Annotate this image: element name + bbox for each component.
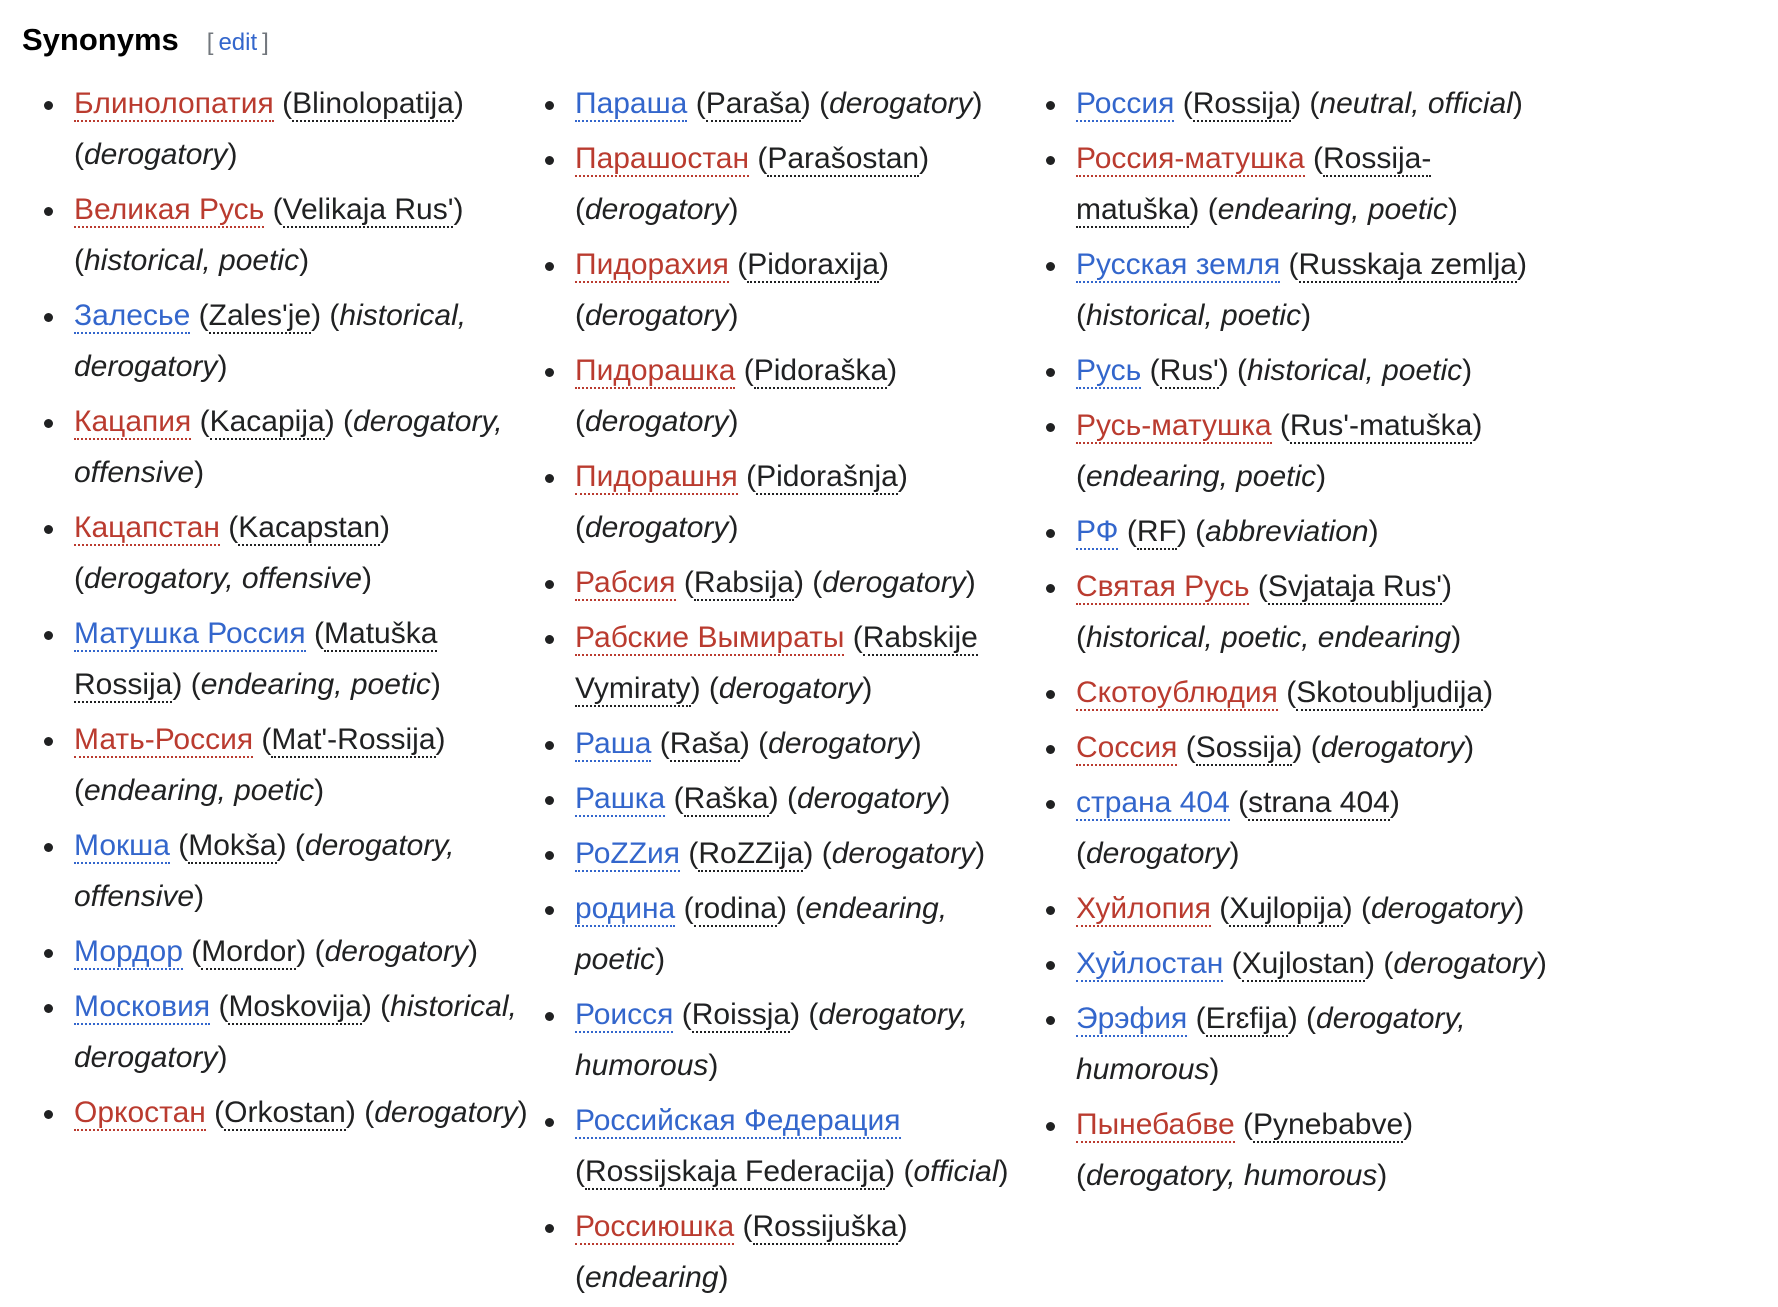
usage-qualifier: derogatory, offensive (84, 562, 362, 595)
transliteration: Mokša (188, 829, 277, 862)
synonym-item: Хуйлопия (Xujlopija) (derogatory) (1024, 883, 1549, 934)
synonym-item: Русская земля (Russkaja zemlja) (historical, poetic) (1024, 239, 1549, 341)
synonym-link[interactable]: Кацапстан (74, 511, 220, 544)
transliteration: Orkostan (224, 1096, 346, 1129)
synonym-link[interactable]: Русь (1076, 354, 1142, 387)
synonym-item: родина (rodina) (endearing, poetic) (523, 883, 1038, 985)
usage-qualifier: official (913, 1155, 999, 1188)
transliteration: rodina (693, 892, 777, 925)
transliteration: Parašostan (767, 142, 920, 175)
synonym-link[interactable]: Параша (575, 87, 688, 120)
usage-qualifier: derogatory (585, 299, 729, 332)
synonym-column-2 (523, 78, 1038, 1307)
synonym-link[interactable]: Московия (74, 990, 211, 1023)
synonym-link[interactable]: Оркостан (74, 1096, 206, 1129)
transliteration: Skotoubljudija (1296, 676, 1484, 709)
synonym-item: Русь-матушка (Rusʹ-matuška) (endearing, poetic) (1024, 400, 1549, 502)
usage-qualifier: derogatory, offensive (74, 829, 455, 913)
synonym-link[interactable]: Великая Русь (74, 193, 265, 226)
usage-qualifier: abbreviation (1205, 515, 1369, 548)
synonym-item: Российская Федерация (Rossijskaja Federacija) (official) (523, 1095, 1038, 1197)
synonym-column-3 (1024, 78, 1549, 1205)
usage-qualifier: derogatory, humorous (1086, 1159, 1378, 1192)
usage-qualifier: derogatory, humorous (1076, 1002, 1466, 1086)
edit-section (207, 29, 269, 57)
synonym-item: Кацапия (Kacapija) (derogatory, offensive) (22, 396, 542, 498)
transliteration: Svjataja Rusʹ (1267, 570, 1442, 603)
transliteration: RoZZija (698, 837, 804, 870)
synonym-item: Скотоублюдия (Skotoubljudija) (1024, 667, 1549, 718)
transliteration: Pidorašnja (756, 460, 898, 493)
usage-qualifier: derogatory (1320, 731, 1465, 764)
transliteration: Kacapstan (238, 511, 381, 544)
synonym-link[interactable]: Мордор (74, 935, 183, 968)
synonym-link[interactable]: Рабские Вымираты (575, 621, 845, 654)
synonym-item: Рашка (Raška) (derogatory) (523, 773, 1038, 824)
usage-qualifier: derogatory (768, 727, 912, 760)
synonym-item: Кацапстан (Kacapstan) (derogatory, offensive) (22, 502, 542, 604)
usage-qualifier: endearing (585, 1261, 719, 1294)
synonym-item: Соссия (Sossija) (derogatory) (1024, 722, 1549, 773)
usage-qualifier: endearing, poetic (1086, 460, 1317, 493)
usage-qualifier: derogatory (585, 193, 729, 226)
synonym-link[interactable]: Матушка Россия (74, 617, 306, 650)
usage-qualifier: derogatory, humorous (575, 998, 968, 1082)
synonym-link[interactable]: Роисся (575, 998, 674, 1031)
synonym-link[interactable]: Русь-матушка (1076, 409, 1272, 442)
synonym-link[interactable]: Рашка (575, 782, 666, 815)
usage-qualifier: derogatory (829, 87, 973, 120)
transliteration: Raška (683, 782, 769, 815)
synonym-link[interactable]: Хуйлостан (1076, 947, 1224, 980)
synonym-item: Парашостан (Parašostan) (derogatory) (523, 133, 1038, 235)
usage-qualifier: derogatory (831, 837, 976, 870)
synonym-item: Пидорашня (Pidorašnja) (derogatory) (523, 451, 1038, 553)
synonym-link[interactable]: Пидорашка (575, 354, 736, 387)
transliteration: strana 404 (1248, 786, 1390, 819)
usage-qualifier: derogatory, offensive (74, 405, 503, 489)
usage-qualifier: derogatory (822, 566, 966, 599)
synonym-item: Пидорахия (Pidoraxija) (derogatory) (523, 239, 1038, 341)
synonym-link[interactable]: Парашостан (575, 142, 750, 175)
transliteration: Sossija (1195, 731, 1293, 764)
transliteration: Rossija-matuška (1076, 142, 1432, 226)
synonym-item: Русь (Rusʹ) (historical, poetic) (1024, 345, 1549, 396)
synonym-item: Матушка Россия (Matuška Rossija) (endearing, poetic) (22, 608, 542, 710)
transliteration: Matuška Rossija (74, 617, 438, 701)
synonym-link[interactable]: Соссия (1076, 731, 1178, 764)
usage-qualifier: derogatory (1086, 837, 1230, 870)
synonym-item: Мордор (Mordor) (derogatory) (22, 926, 542, 977)
synonym-column-1 (22, 78, 542, 1142)
usage-qualifier: historical, derogatory (74, 299, 467, 383)
usage-qualifier: historical, derogatory (74, 990, 517, 1074)
usage-qualifier: endearing, poetic (1217, 193, 1448, 226)
synonym-item: Параша (Paraša) (derogatory) (523, 78, 1038, 129)
synonym-item: Великая Русь (Velikaja Rusʹ) (historical, poetic) (22, 184, 542, 286)
synonym-item: Мокша (Mokša) (derogatory, offensive) (22, 820, 542, 922)
synonym-link[interactable]: Россиюшка (575, 1210, 735, 1243)
transliteration: Rossija (1192, 87, 1292, 120)
usage-qualifier: derogatory (718, 672, 863, 705)
synonym-link[interactable]: Кацапия (74, 405, 192, 438)
transliteration: Rusʹ (1159, 354, 1219, 387)
synonym-link[interactable]: Скотоублюдия (1076, 676, 1278, 709)
transliteration: Rusʹ-matuška (1289, 409, 1473, 442)
transliteration: Xujlostan (1241, 947, 1366, 980)
synonym-item: Хуйлостан (Xujlostan) (derogatory) (1024, 938, 1549, 989)
synonym-link[interactable]: Рабсия (575, 566, 676, 599)
synonym-item: Залесье (Zalesʹje) (historical, derogatory) (22, 290, 542, 392)
transliteration: Blinolopatija (292, 87, 454, 120)
synonym-item: Раша (Raša) (derogatory) (523, 718, 1038, 769)
transliteration: Roissja (691, 998, 791, 1031)
usage-qualifier: derogatory (585, 405, 729, 438)
section-heading: Synonyms (22, 22, 179, 57)
synonym-link[interactable]: Залесье (74, 299, 191, 332)
transliteration: Mordor (201, 935, 297, 968)
transliteration: Kacapija (209, 405, 325, 438)
synonym-link[interactable]: Российская Федерация (575, 1104, 901, 1137)
synonym-item: Пидорашка (Pidoraška) (derogatory) (523, 345, 1038, 447)
transliteration: Xujlopija (1229, 892, 1343, 925)
usage-qualifier: historical, poetic (1086, 299, 1302, 332)
usage-qualifier: historical, poetic, endearing (1086, 621, 1452, 654)
usage-qualifier: derogatory (796, 782, 941, 815)
synonym-link[interactable]: Хуйлопия (1076, 892, 1211, 925)
synonym-item: Россия-матушка (Rossija-matuška) (endearing, poetic) (1024, 133, 1549, 235)
synonym-link[interactable]: Россия (1076, 87, 1175, 120)
edit-bracket-open: [ (206, 29, 214, 56)
synonym-link[interactable]: Раша (575, 727, 652, 760)
synonym-item: Рабские Вымираты (Rabskije Vymiraty) (derogatory) (523, 612, 1038, 714)
synonym-link[interactable]: Русская земля (1076, 248, 1281, 281)
transliteration: Rossijskaja Federacija (585, 1155, 886, 1188)
synonym-link[interactable]: Мокша (74, 829, 170, 862)
synonym-item: Пынебабве (Pynebabve) (derogatory, humorous) (1024, 1099, 1549, 1201)
transliteration: RF (1136, 515, 1177, 548)
transliteration: Russkaja zemlja (1298, 248, 1517, 281)
synonym-item: Блинолопатия (Blinolopatija) (derogatory) (22, 78, 542, 180)
synonym-item: Мать-Россия (Matʹ-Rossija) (endearing, poetic) (22, 714, 542, 816)
transliteration: Moskovija (228, 990, 362, 1023)
synonym-item: Святая Русь (Svjataja Rusʹ) (historical, poetic, endearing) (1024, 561, 1549, 663)
synonym-link[interactable]: страна 404 (1076, 786, 1230, 819)
transliteration: Pynebabve (1253, 1108, 1404, 1141)
synonym-item: РоZZия (RoZZija) (derogatory) (523, 828, 1038, 879)
edit-bracket-close: ] (262, 29, 269, 56)
synonym-link[interactable]: Россия-матушка (1076, 142, 1305, 175)
usage-qualifier: derogatory (585, 511, 729, 544)
synonym-item: РФ (RF) (abbreviation) (1024, 506, 1549, 557)
synonym-link[interactable]: РФ (1076, 515, 1119, 548)
transliteration: Zalesʹje (208, 299, 312, 332)
usage-qualifier: derogatory (1370, 892, 1515, 925)
synonym-item: Рабсия (Rabsija) (derogatory) (523, 557, 1038, 608)
synonym-link[interactable]: Пидорахия (575, 248, 729, 281)
usage-qualifier: endearing, poetic (200, 668, 431, 701)
synonym-item: Роисся (Roissja) (derogatory, humorous) (523, 989, 1038, 1091)
usage-qualifier: derogatory (324, 935, 469, 968)
usage-qualifier: historical, poetic (84, 244, 300, 277)
synonym-item: Оркостан (Orkostan) (derogatory) (22, 1087, 542, 1138)
transliteration: Rabskije Vymiraty (575, 621, 978, 705)
synonym-item: Россиюшка (Rossijuška) (endearing) (523, 1201, 1038, 1303)
transliteration: Raša (669, 727, 740, 760)
transliteration: Velikaja Rusʹ (282, 193, 454, 226)
usage-qualifier: endearing, poetic (575, 892, 948, 976)
synonym-link[interactable]: Пидорашня (575, 460, 738, 493)
synonym-link[interactable]: Мать-Россия (74, 723, 254, 756)
transliteration: Rossijuška (752, 1210, 898, 1243)
usage-qualifier: neutral, official (1319, 87, 1513, 120)
synonym-item: страна 404 (strana 404) (derogatory) (1024, 777, 1549, 879)
synonym-item: Россия (Rossija) (neutral, official) (1024, 78, 1549, 129)
synonym-link[interactable]: Пынебабве (1076, 1108, 1235, 1141)
section-header (22, 22, 269, 58)
usage-qualifier: historical, poetic (1247, 354, 1463, 387)
synonym-item: Эрэфия (Erɛfija) (derogatory, humorous) (1024, 993, 1549, 1095)
synonym-link[interactable]: Эрэфия (1076, 1002, 1188, 1035)
transliteration: Pidoraška (753, 354, 888, 387)
synonym-link[interactable]: РоZZия (575, 837, 681, 870)
transliteration: Pidoraxija (747, 248, 879, 281)
usage-qualifier: endearing, poetic (84, 774, 315, 807)
synonym-link[interactable]: Блинолопатия (74, 87, 274, 120)
transliteration: Rabsija (693, 566, 794, 599)
edit-link[interactable]: edit (218, 29, 258, 56)
transliteration: Erɛfija (1205, 1002, 1288, 1035)
synonym-item: Московия (Moskovija) (historical, derogatory) (22, 981, 542, 1083)
usage-qualifier: derogatory (374, 1096, 518, 1129)
usage-qualifier: derogatory (1393, 947, 1537, 980)
synonym-link[interactable]: родина (575, 892, 676, 925)
transliteration: Paraša (705, 87, 801, 120)
transliteration: Matʹ-Rossija (271, 723, 436, 756)
synonym-link[interactable]: Святая Русь (1076, 570, 1250, 603)
usage-qualifier: derogatory (84, 138, 228, 171)
